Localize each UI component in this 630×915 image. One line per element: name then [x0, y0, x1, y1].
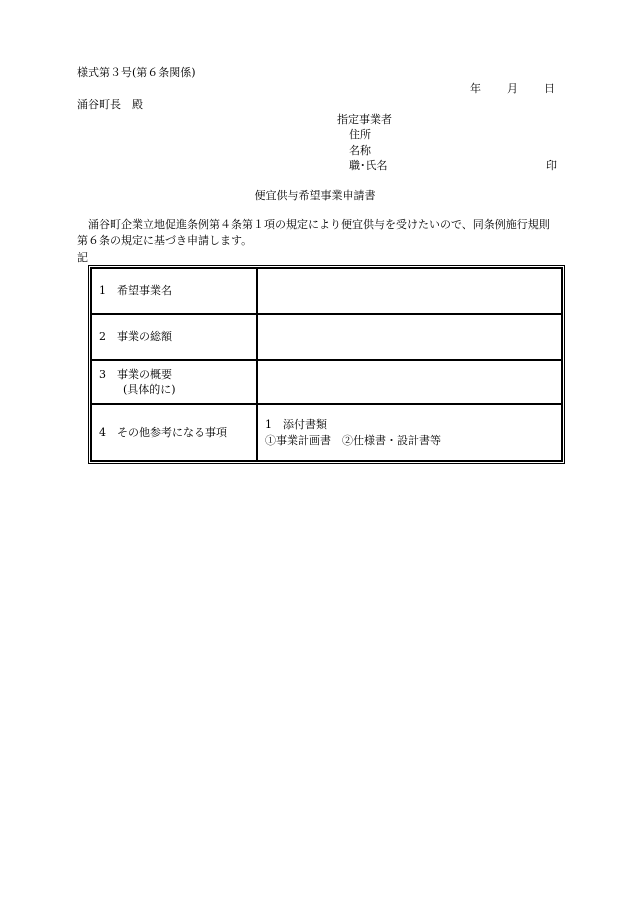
row-value-project-total[interactable] [257, 314, 562, 360]
row-label-other-references: 4 その他参考になる事項 [91, 404, 257, 461]
row-label-project-overview-sub: (具体的に) [123, 383, 176, 396]
applicant-address-label: 住所 [349, 128, 371, 142]
table-row [91, 404, 562, 461]
row-value-project-overview[interactable] [257, 360, 562, 404]
document-title: 便宜供与希望事業申請書 [254, 189, 376, 202]
form-number: 様式第３号(第６条関係) [77, 66, 196, 79]
ki-marker: 記 [77, 251, 88, 264]
date-year: 年 [470, 82, 481, 95]
applicant-title-name-label: 職･氏名 [349, 158, 388, 172]
attachments-list: ①事業計画書 ②仕様書・設計書等 [265, 433, 441, 447]
row-label-project-overview-main: 3 事業の概要 [99, 367, 172, 381]
recipient: 涌谷町長 殿 [77, 98, 143, 111]
row-label-project-name: 1 希望事業名 [91, 268, 257, 314]
table-row [91, 360, 562, 404]
applicant-name-label: 名称 [349, 143, 371, 157]
application-table [88, 265, 565, 464]
row-value-other-references[interactable] [257, 404, 562, 461]
date-fields [470, 82, 555, 96]
applicant-heading: 指定事業者 [337, 113, 392, 126]
row-label-project-overview [91, 360, 257, 404]
attachments-heading: 1 添付書類 [265, 418, 327, 431]
body-text: 涌谷町企業立地促進条例第４条第１項の規定により便宜供与を受けたいので、同条例施行規則第６条の規定に基づき申請します。 [77, 218, 550, 247]
table-row [91, 314, 562, 360]
row-label-project-total: 2 事業の総額 [91, 314, 257, 360]
row-value-project-name[interactable] [257, 268, 562, 314]
seal-mark: 印 [546, 158, 557, 172]
applicant-title-name-row [337, 159, 557, 174]
applicant-block [337, 113, 557, 174]
date-month: 月 [507, 82, 518, 95]
table-row [91, 268, 562, 314]
date-day: 日 [544, 82, 555, 95]
